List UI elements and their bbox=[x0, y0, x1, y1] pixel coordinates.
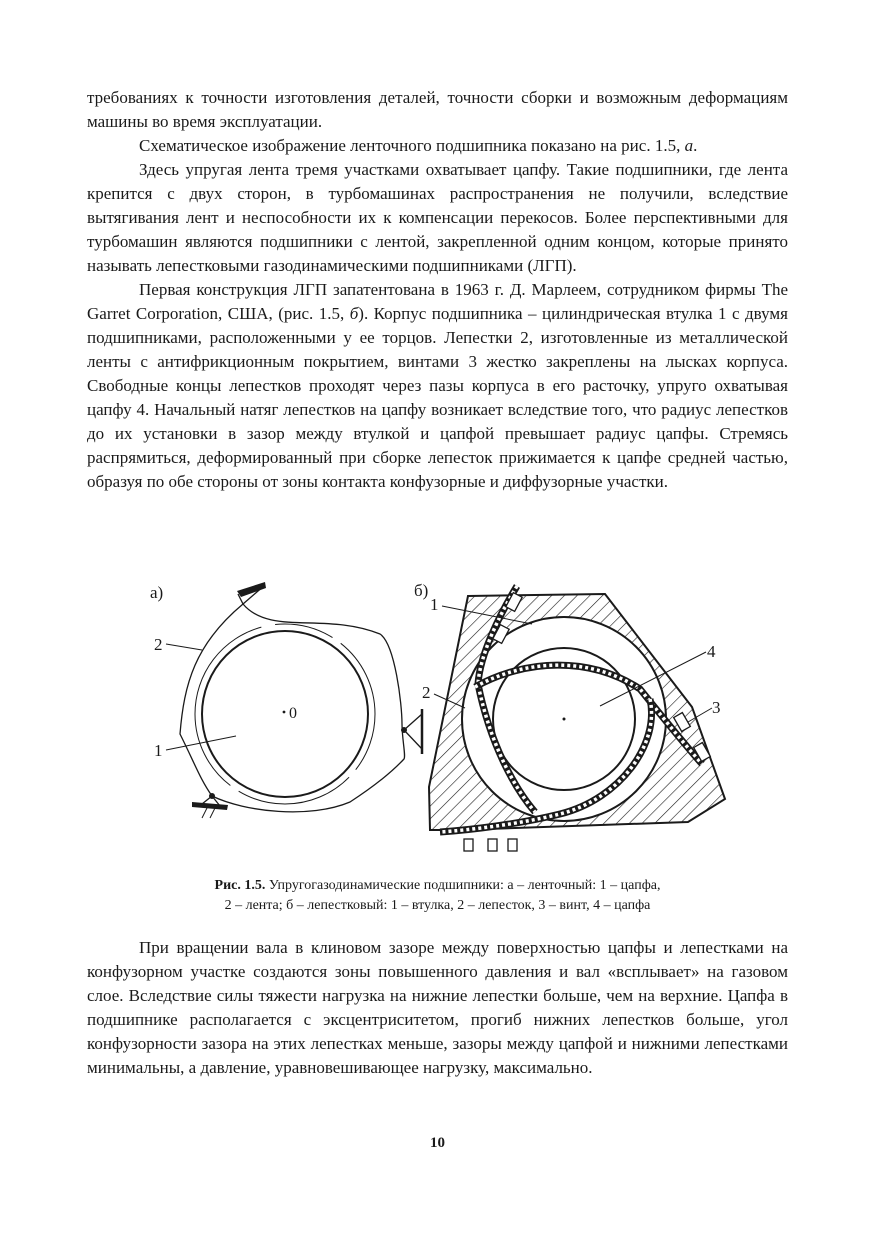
intro-text bbox=[87, 86, 788, 494]
callout-1-label: 1 bbox=[430, 595, 439, 614]
caption-label: Рис. 1.5. bbox=[214, 878, 266, 893]
paragraph: При вращении вала в клиновом зазоре между поверхностью цапфы и лепестками на конфузорном участке создаются зоны повышенного давления и вал «всплывает» на газовом слое. Вследствие силы тяжести нагрузка на нижние лепестки больше, чем на верхние. Цапфа в подшипнике располагается с эксцентриситетом, прогиб нижних лепестков больше, угол конфузорности зазора на этих лепестках меньше, зазоры между цапфой и нижними лепестками минимальны, а давление, уравновешивающее нагрузку, максимально. bbox=[87, 938, 788, 1077]
panel-b-label: б) bbox=[414, 581, 429, 600]
callout-1-label: 1 bbox=[154, 741, 163, 760]
page-number: 10 bbox=[430, 1135, 445, 1151]
figure-caption bbox=[87, 876, 788, 916]
panel-a-foil-bearing bbox=[150, 582, 422, 818]
caption-line-2: 2 – лента; б – лепестковый: 1 – втулка, 2 – лепесток, 3 – винт, 4 – цапфа bbox=[224, 898, 651, 913]
panel-a-label: а) bbox=[150, 583, 164, 602]
bearing-drawings bbox=[140, 574, 740, 869]
caption-line-1: Рис. 1.5. Упругогазодинамические подшипники: а – ленточный: 1 – цапфа, bbox=[214, 878, 661, 893]
center-label: 0 bbox=[289, 705, 297, 722]
callout-2-label: 2 bbox=[422, 683, 431, 702]
callout-2-label: 2 bbox=[154, 635, 163, 654]
bottom-text bbox=[87, 936, 788, 1080]
figure-1-5 bbox=[140, 574, 740, 869]
panel-b-leaf-bearing bbox=[414, 581, 725, 851]
callout-3-label: 3 bbox=[712, 698, 721, 717]
paragraph: Здесь упругая лента тремя участками охватывает цапфу. Такие подшипники, где лента крепится с двух сторон, в турбомашинах распространения не получили, вследствие вытягивания лент и неспособности их к компенсации перекосов. Более перспективными для турбомашин являются подшипники с лентой, закрепленной одним концом, которые принято называть лепестковыми газодинамическими подшипниками (ЛГП). bbox=[87, 160, 788, 275]
paragraph: Первая конструкция ЛГП запатентована в 1963 г. Д. Марлеем, сотрудником фирмы The Garret Corporation, США, (рис. 1.5, б). Корпус подшипника – цилиндрическая втулка 1 с двумя подшипниками, расположенными у ее торцов. Лепестки 2, изготовленные из металлической ленты с антифрикционным покрытием, винтами 3 жестко закреплены на лысках корпуса. Свободные концы лепестков проходят через пазы корпуса в его расточку, упруго охватывая цапфу 4. Начальный натяг лепестков на цапфу возникает вследствие того, что радиус лепестков до их установки в зазор между втулкой и цапфой превышает радиус цапфы. Стремясь распрямиться, деформированный при сборке лепесток прижимается к цапфе средней частью, образуя по обе стороны от зоны контакта конфузорные и диффузорные участки. bbox=[87, 280, 788, 491]
paragraph: Схематическое изображение ленточного подшипника показано на рис. 1.5, а. bbox=[139, 136, 698, 155]
callout-4-label: 4 bbox=[707, 642, 716, 661]
paragraph: требованиях к точности изготовления деталей, точности сборки и возможным деформациям машины во время эксплуатации. bbox=[87, 88, 788, 131]
